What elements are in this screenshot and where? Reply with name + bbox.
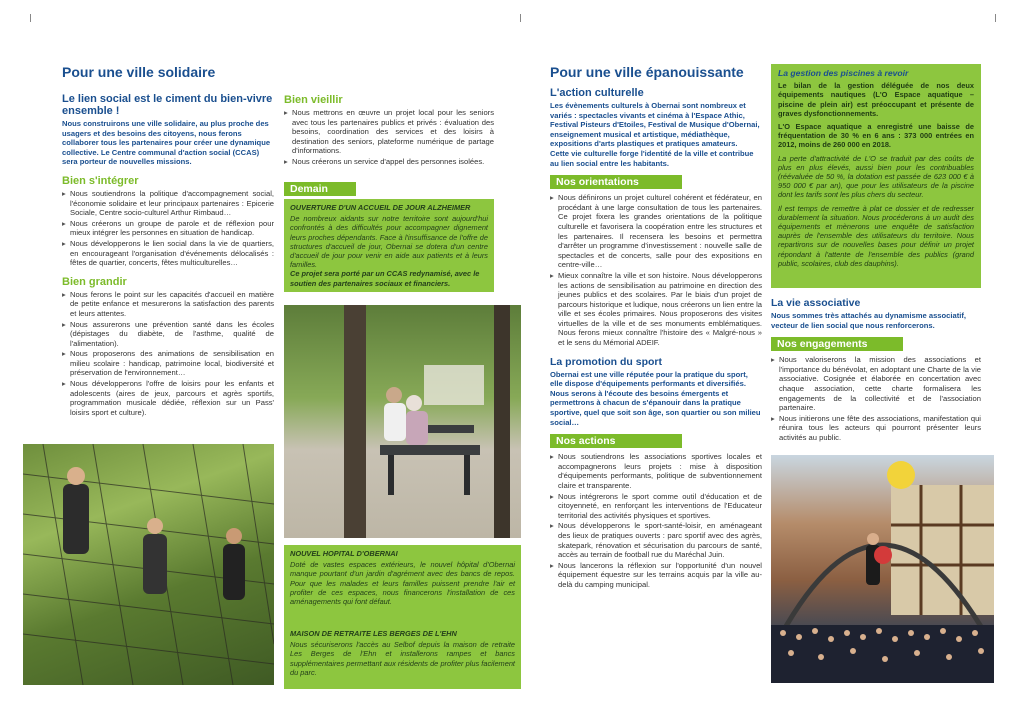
- associative-text: Nous sommes très attachés au dynamisme associatif, vecteur de lien social que nous renforcerons.: [771, 311, 966, 330]
- climbing-net-photo: [23, 444, 274, 685]
- page-title-epanouissante: Pour une ville épanouissante: [550, 64, 744, 80]
- list-item: ▸ Nous proposerons des animations de sensibilisation en milieu scolaire : handicap, patrimoine local, biodiversité et préservation de l'environnement…: [62, 349, 274, 378]
- right-column-2: [771, 297, 981, 444]
- list-item: ▸ Nous intégrerons le sport comme outil d'éducation et de citoyenneté, en renforçant les interventions de l'Educateur territorial des activités physiques et sportives.: [550, 492, 762, 521]
- box-title: La gestion des piscines à revoir: [778, 68, 909, 78]
- list-actions: [550, 452, 762, 589]
- list-bien-grandir: [62, 290, 274, 418]
- band-engagements: Nos engagements: [771, 337, 903, 351]
- heading-promotion-sport: La promotion du sport: [550, 355, 662, 368]
- list-bien-vieillir: [284, 108, 494, 167]
- list-item: ▸ Nous développerons le lien social dans la vie de quartiers, en encourageant l'organisation d'événements délocalisés : fêtes de quartier, concerts, fêtes multiculturelles…: [62, 239, 274, 268]
- list-item: ▸ Nous lancerons la réflexion sur l'opportunité d'un nouvel équipement équestre sur les terrains acquis par la ville au-delà du camping municipal.: [550, 561, 762, 590]
- park-bench-photo: [284, 305, 521, 538]
- box-title: OUVERTURE D'UN ACCUEIL DE JOUR ALZHEIMER: [290, 203, 471, 212]
- piscines-p2: L'O Espace aquatique a enregistré une baisse de fréquentation de 30 % en 6 ans : 373 000 entrées en 2012, moins de 260 000 en 2018.: [778, 122, 974, 150]
- list-orientations: [550, 193, 762, 348]
- box-title: MAISON DE RETRAITE LES BERGES DE L'EHN: [290, 629, 457, 638]
- left-column-2: [284, 94, 494, 168]
- crop-mark: [520, 14, 521, 22]
- list-item: ▸ Nous initierons une fête des associations, manifestation qui réunira tous les acteurs qui pourront présenter leurs activités au public.: [771, 414, 981, 443]
- list-item: ▸ Nous mettrons en œuvre un projet local pour les seniors avec tous les partenaires publics et privés : évaluation des besoins, coordination des services et des loisirs à destination des seniors, plateforme numérique de partage d'informations.: [284, 108, 494, 156]
- left-column-1: [62, 64, 274, 418]
- box-alzheimer: [284, 199, 494, 292]
- sport-text: Obernai est une ville réputée pour la pratique du sport, elle dispose d'équipements performants et diversifiés. Nous serons à l'écoute des besoins émergents et permettrons à chacun de s'épanouir dans la pratique sportive, quel que soit son âge, son quartier ou son milieu social…: [550, 369, 761, 427]
- heading-bien-grandir: Bien grandir: [62, 275, 127, 288]
- box-title: NOUVEL HOPITAL D'OBERNAI: [290, 549, 398, 558]
- box-hopital: [284, 545, 521, 627]
- park-bench-illustration: [284, 305, 521, 538]
- band-actions: Nos actions: [550, 434, 682, 448]
- list-item: ▸ Nous créerons un groupe de parole et de réflexion pour mieux intégrer les personnes en situation de handicap.: [62, 219, 274, 238]
- box-maison-retraite: [284, 625, 521, 689]
- piscines-p3: La perte d'attractivité de L'O se traduit par des coûts de plus en plus élevés, aussi bien pour les contribuables (réévaluée de 50 %, la dotation est passée de 623 000 € à 950 000 € par an), que pour les utilisateurs de la piscine dont les tarifs sont les plus chers du secteur.: [778, 153, 974, 200]
- list-bien-integrer: [62, 189, 274, 268]
- heading-lien-social: Le lien social est le ciment du bien-vivre ensemble !: [62, 93, 273, 117]
- box-bold-text: Ce projet sera porté par un CCAS redynamisé, avec le soutien des partenaires sociaux et financiers.: [290, 269, 480, 288]
- list-item: ▸ Nous soutiendrons les associations sportives locales et accompagnerons leurs projets : mise à disposition d'équipements performants, politique de subventionnement claire et transparente.: [550, 452, 762, 490]
- list-item: ▸ Nous soutiendrons la politique d'accompagnement social, l'économie solidaire et leur principaux partenaires : Epicerie Sociale, Centre socio-culturel Arthur Rimbaud…: [62, 189, 274, 218]
- culture-text-2: Cette vie culturelle forge l'identité de la ville et contribue au lien social entre les habitants.: [550, 148, 754, 168]
- heading-bien-integrer: Bien s'intégrer: [62, 174, 139, 187]
- box-text: Doté de vastes espaces extérieurs, le nouvel hôpital d'Obernai manque pourtant d'un jardin d'agrément avec des bancs de repos. Pour que les malades et leurs familles puissent prendre l'air et profiter de ces espaces, nous financerons l'installation de ces aménagements qui font défaut.: [290, 560, 515, 607]
- list-engagements: [771, 355, 981, 442]
- page-title-solidaire: Pour une ville solidaire: [62, 64, 216, 80]
- list-item: ▸ Nous assurerons une prévention santé dans les écoles (dépistages du diabète, de l'asthme, qualité de l'alimentation).: [62, 320, 274, 349]
- right-column-1: [550, 64, 762, 591]
- list-item: ▸ Nous développerons l'offre de loisirs pour les enfants et adolescents (aires de jeux, parcours et agrès sportifs, programmation musicale dédiée, réflexion sur un Pass' loisirs sport et culture).: [62, 379, 274, 417]
- demain-section: [284, 179, 494, 292]
- climbing-net-illustration: [23, 444, 274, 685]
- crop-mark: [30, 14, 31, 22]
- list-item: ▸ Nous valoriserons la mission des associations et l'importance du bénévolat, en adoptant une Charte de la vie associative. Cosignée et élaborée en concertation avec chaque association, cette charte formalisera les engagements de la collectivité et de l'association partenaire.: [771, 355, 981, 413]
- list-item: ▸ Nous ferons le point sur les capacités d'accueil en matière de petite enfance et mesurerons la satisfaction des parents et leurs attentes.: [62, 290, 274, 319]
- piscines-p4: Il est temps de remettre à plat ce dossier et de redresser durablement la situation. Nous procéderons à un audit des équipements et mènerons une enquête de satisfaction auprès de l'ensemble des utilisateurs du territoire. Nous repartirons sur de nouvelles bases pour définir un projet répondant à l'attente de l'ensemble des publics (grand public, scolaires, club des dauphins).: [778, 203, 974, 268]
- piscines-p1: Le bilan de la gestion déléguée de nos deux équipements nautiques (L'O Espace aquatique – piscine de plein air) est préoccupant et présente de graves dysfonctionnements.: [778, 81, 974, 118]
- list-item: ▸ Nous développerons le sport-santé-loisir, en aménageant des lieux de pratiques ouverts : parc sportif avec des agrès, skatepark, rénovation et sécurisation du parcours de santé, accès au terrain de football rue du Maréchal Juin.: [550, 521, 762, 559]
- box-text: De nombreux aidants sur notre territoire sont aujourd'hui confrontés à des difficultés pour accompagner dignement leurs proches dépendants. Face à l'insuffisance de l'offre de structures d'accueil de jour, Obernai se dotera d'un centre d'accueil de jour pour venir en aide aux patients et à leurs familles.: [290, 214, 488, 270]
- list-item: ▸ Nous créerons un service d'appel des personnes isolées.: [284, 157, 494, 167]
- street-festival-illustration: [771, 455, 994, 683]
- lien-social-text: Nous construirons une ville solidaire, au plus proche des usagers et des besoins des citoyens, nous ferons collaborer tous les partenaires pour créer une dynamique collective. Le Centre communal d'action social (CCAS) sera porteur de nouvelles missions.: [62, 119, 271, 167]
- list-item: ▸ Mieux connaître la ville et son histoire. Nous développerons les actions de sensibilisation au patrimoine en direction des jeunes publics et des scolaires. Par le biais d'un projet de parcours historique et ludique, nous créerons un lien entre la ville et ses écoles primaires. Nous proposerons des visites virtuelles de la ville et de ses monuments emblématiques. Nous ferons mieux connaître l'histoire des « Malgré-nous » et le sens du Mémorial ADEIF.: [550, 271, 762, 348]
- list-item: ▸ Nous définirons un projet culturel cohérent et fédérateur, en procédant à une large consultation de tous les partenaires. Ce projet fixera les grandes orientations de la politique culturelle et favorisera la coopération entre les structures et les partenaires. Il recensera les besoins et permettra d'arrêter un programme d'investissement : nouvelle salle de spectacles et de concerts, salle pour des expositions en centre-ville…: [550, 193, 762, 270]
- street-festival-photo: [771, 455, 994, 683]
- crop-mark: [995, 14, 996, 22]
- box-text: Nous sécuriserons l'accès au Selbof depuis la maison de retraite Les Berges de l'Ehn et installerons rampes et bancs supplémentaires permettant aux résidents de profiter plus facilement du parc.: [290, 640, 515, 677]
- culture-text: Les évènements culturels à Obernai sont nombreux et variés : spectacles vivants et cinéma à l'Espace Athic, Festival Pisteurs d'Etoiles, Festival de Musique d'Obernai, enseignement musical et artistique, médiathèque, expositions d'arts plastiques et pratiques amateurs.: [550, 101, 760, 149]
- heading-vie-associative: La vie associative: [771, 297, 861, 309]
- box-piscines: [771, 64, 981, 288]
- band-demain: Demain: [284, 182, 356, 196]
- heading-bien-vieillir: Bien vieillir: [284, 94, 343, 106]
- heading-action-culturelle: L'action culturelle: [550, 87, 644, 99]
- band-orientations: Nos orientations: [550, 175, 682, 189]
